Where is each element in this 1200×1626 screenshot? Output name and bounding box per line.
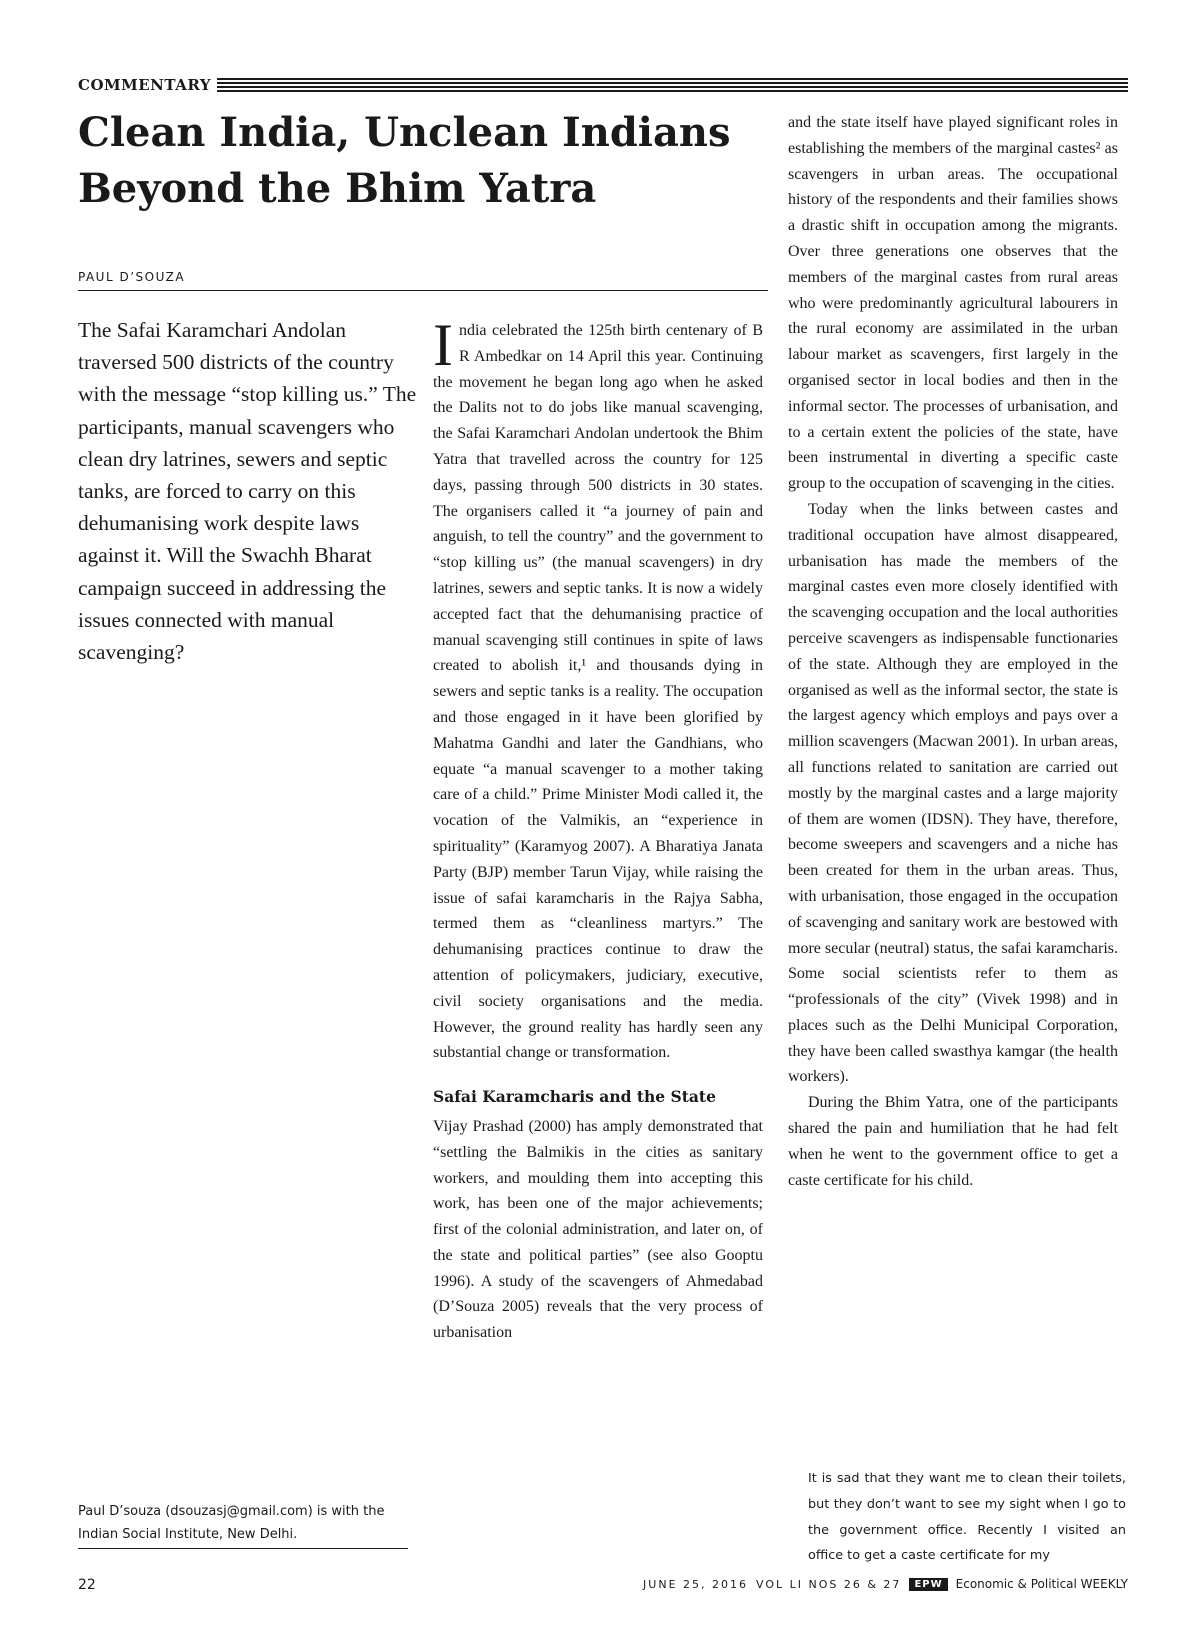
- title-line-2: Beyond the Bhim Yatra: [78, 165, 597, 212]
- article-title: [78, 105, 738, 217]
- section-name: COMMENTARY: [78, 76, 212, 94]
- body-paragraph-2: Vijay Prashad (2000) has amply demonstrated that “settling the Balmikis in the cities as sanitary workers, and moulding them into accepting this work, has been one of the major achievements; first of the colonial administration, and later on, of the state and political parties” (see also Gooptu 1996). A study of the scavengers of Ahmedabad (D’Souza 2005) reveals that the very process of urbanisation: [433, 1117, 763, 1342]
- issue-volume: VOL LI NOS 26 & 27: [756, 1577, 902, 1591]
- body-column-2: [433, 312, 763, 1346]
- epw-logo: EPW: [909, 1578, 947, 1591]
- author-byline: PAUL D’SOUZA: [78, 270, 768, 291]
- author-bio: Paul D’souza (dsouzasj@gmail.com) is with the Indian Social Institute, New Delhi.: [78, 1500, 408, 1549]
- body-paragraph-1: [433, 312, 763, 1066]
- section-rules: [217, 78, 1128, 93]
- block-quote: It is sad that they want me to clean their toilets, but they don’t want to see my sight when I go to the government office. Recently I visited an office to get a caste certificate for my: [808, 1471, 1126, 1564]
- title-line-1: Clean India, Unclean Indians: [78, 109, 731, 156]
- page-footer: [78, 1577, 1128, 1597]
- footer-issue-info: [643, 1577, 1128, 1591]
- body-paragraph-4: Today when the links between castes and traditional occupation have almost disappeared, urbanisation has made the members of the marginal castes even more closely identified with the scavenging occupation and the local authorities perceive scavengers as indispensable functionaries of the state. Although they are employed in the organised as well as the informal sector, the state is the largest agency which employs and pays over a million scavengers (Macwan 2001). In urban areas, all functions related to sanitation are carried out mostly by the marginal castes and a large majority of them are women (IDSN). They have, therefore, become sweepers and scavengers and a niche has been created for them in the urban areas. Thus, with urbanisation, those engaged in the occupation of scavenging and sanitary work are bestowed with more secular (neutral) status, the safai karamcharis. Some social scientists refer to them as “professionals of the city” (Vivek 1998) and in places such as the Delhi Municipal Corporation, they have been called swasthya kamgar (the health workers).: [788, 500, 1118, 1086]
- body-column-3: [788, 110, 1118, 1193]
- publication-name: Economic & Political WEEKLY: [955, 1577, 1128, 1591]
- page-number: 22: [78, 1577, 96, 1593]
- issue-date: JUNE 25, 2016: [643, 1577, 749, 1591]
- paragraph-1-text: ndia celebrated the 125th birth centenary of B R Ambedkar on 14 April this year. Continuing the movement he began long ago when he asked the Dalits not to do jobs like manual scavenging, the Safai Karamchari Andolan undertook the Bhim Yatra that travelled across the country for 125 days, passing through 500 districts in 30 states. The organisers called it “a journey of pain and anguish, to tell the country” and the government to “stop killing us” (the manual scavengers) in dry latrines, sewers and septic tanks. It is now a widely accepted fact that the dehumanising practice of manual scavenging still continues in spite of laws created to abolish it,¹ and thousands dying in sewers and septic tanks is a reality. The occupation and those engaged in it have been glorified by Mahatma Gandhi and later the Gandhians, who equate “a manual scavenger to a mother taking care of a child.” Prime Minister Modi called it, the vocation of the Valmikis, an “experience in spirituality” (Karamyog 2007). A Bharatiya Janata Party (BJP) member Tarun Vijay, while raising the issue of safai karamcharis in the Rajya Sabha, termed them as “cleanliness martyrs.” The dehumanising practices continue to draw the attention of policymakers, judiciary, executive, civil society organisations and the media. However, the ground reality has hardly seen any substantial change or transformation.: [433, 322, 763, 1062]
- subheading: Safai Karamcharis and the State: [433, 1087, 716, 1107]
- body-paragraph-5: During the Bhim Yatra, one of the participants shared the pain and humiliation that he had felt when he went to the government office to get a caste certificate for his child.: [788, 1094, 1118, 1189]
- body-paragraph-3: and the state itself have played significant roles in establishing the members of the marginal castes² as scavengers in urban areas. The occupational history of the respondents and their families shows a drastic shift in occupation among the migrants. Over three generations one observes that the members of the marginal castes from rural areas who were predominantly agricultural labourers in the rural economy are assimilated in the urban labour market as scavengers, first largely in the organised sector in local bodies and then in the informal sector. The processes of urbanisation, and to a certain extent the policies of the state, have been instrumental in diverting a specific caste group to the occupation of scavenging in the cities.: [788, 114, 1118, 493]
- abstract: The Safai Karamchari Andolan traversed 500 districts of the country with the message “stop killing us.” The participants, manual scavengers who clean dry latrines, sewers and septic tanks, are forced to carry on this dehumanising work despite laws against it. Will the Swachh Bharat campaign succeed in addressing the issues connected with manual scavenging?: [78, 318, 417, 665]
- drop-cap: I: [433, 312, 453, 378]
- section-label: [78, 76, 1128, 94]
